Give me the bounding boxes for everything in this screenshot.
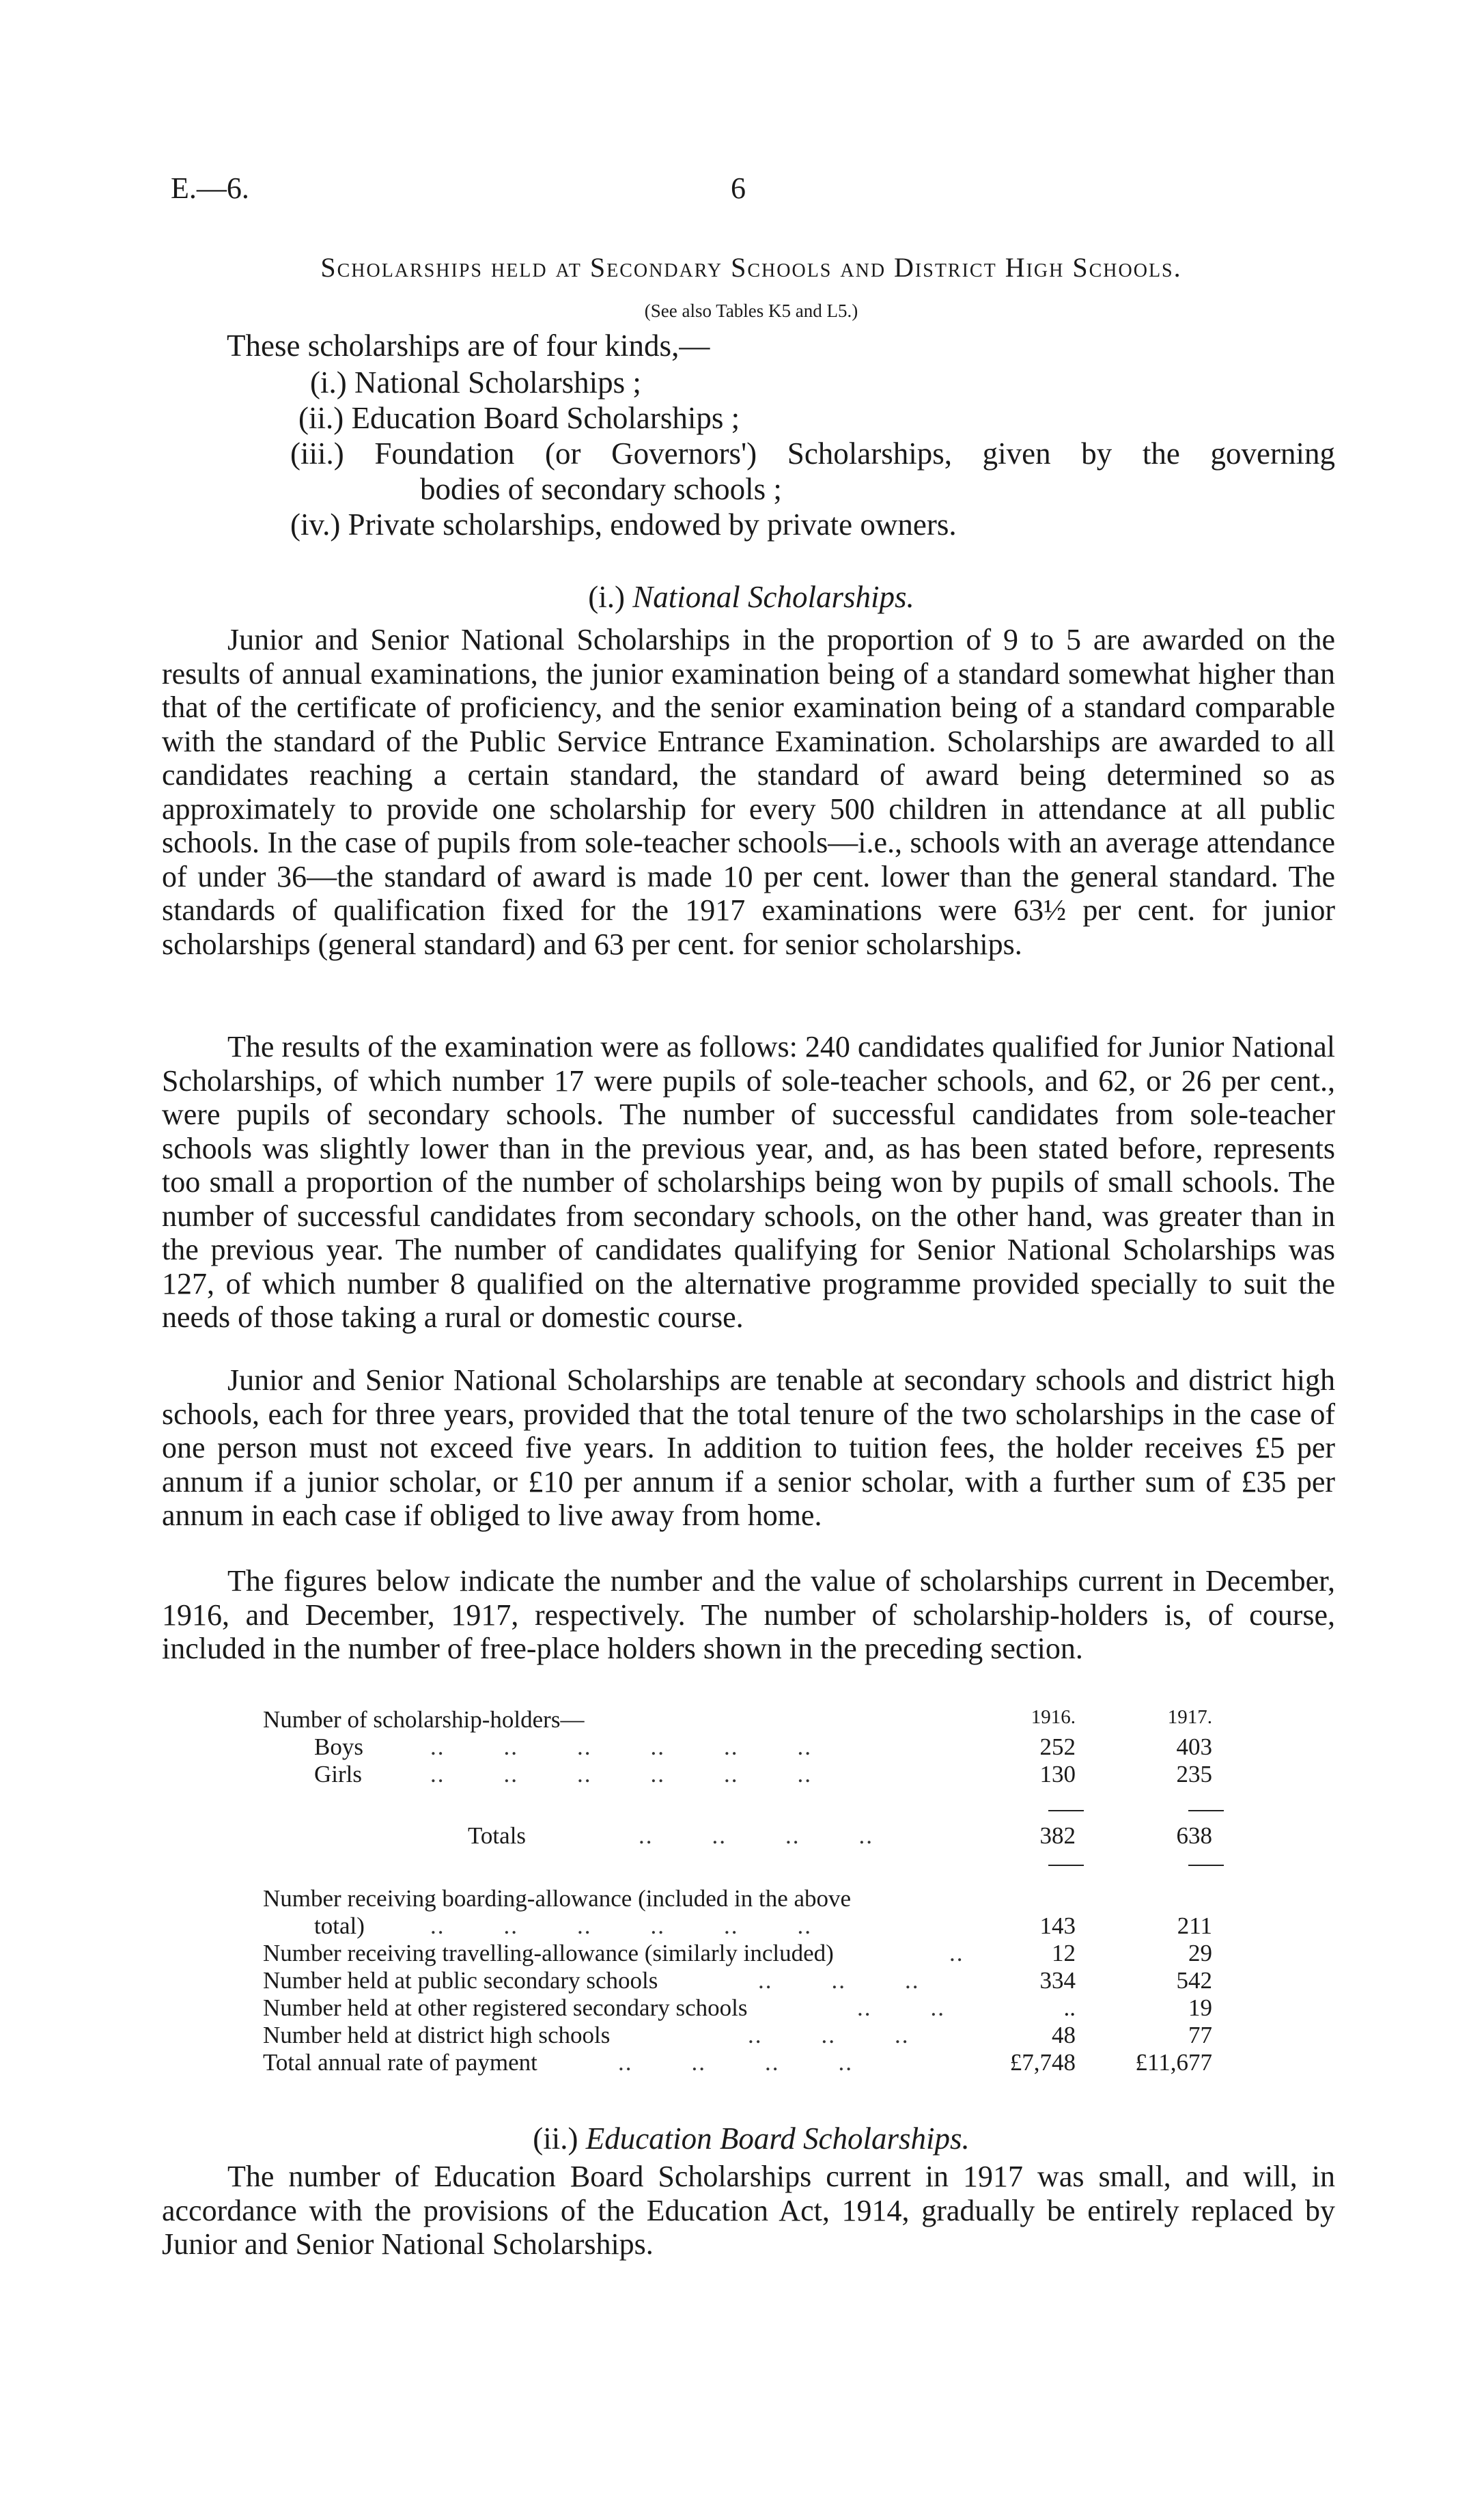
sum-rule <box>1188 1865 1224 1866</box>
section-number: (i.) <box>588 580 625 614</box>
table-row: Number held at public secondary schools .. .. .. 334 542 <box>263 1967 1212 1994</box>
section-heading-board <box>157 2121 1345 2156</box>
see-also-note: (See also Tables K5 and L5.) <box>644 301 858 321</box>
national-paragraph-1: Junior and Senior National Scholarships in the proportion of 9 to 5 are awarded on the results of annual examinations, the junior examination being of a standard somewhat higher than that of the certificate of proficiency, and the senior examination being of a standard comparable with the standard of the Public Service Entrance Examination. Scholarships are awarded to all candidates reaching a certain standard, the standard of award being determined so as approximately to provide one scholarship for every 500 children in attendance at all public schools. In the case of pupils from sole-teacher schools—i.e., schools with an average attendance of under 36—the standard of award is made 10 per cent. lower than the general standard. The standards of qualification fixed for the 1917 examinations were 63½ per cent. for junior scholarships (general standard) and 63 per cent. for senior scholarships. <box>162 623 1335 961</box>
board-paragraph: The number of Education Board Scholarships current in 1917 was small, and will, in accordance with the provisions of the Education Act, 1914, gradually be entirely replaced by Junior and Senior National Scholarships. <box>162 2160 1335 2261</box>
table-row: Number held at other registered secondary schools .. .. .. 19 <box>263 1994 1212 2021</box>
table-row: Boys .. .. .. .. .. .. 252 403 <box>314 1733 1212 1760</box>
national-paragraph-3: Junior and Senior National Scholarships are tenable at secondary schools and district high schools, each for three years, provided that the total tenure of the two scholarships in the case of one person must not exceed five years. In addition to tuition fees, the holder receives £5 per annum if a junior scholar, or £10 per annum if a senior scholar, with a further sum of £35 per annum in each case if obliged to live away from home. <box>162 1363 1335 1532</box>
sum-rule <box>1048 1810 1084 1811</box>
table-row: Girls .. .. .. .. .. .. 130 235 <box>314 1761 1212 1787</box>
column-header-1916: 1916. <box>1031 1706 1076 1728</box>
kind-item-board: (ii.) Education Board Scholarships ; <box>298 401 740 435</box>
kind-item-foundation: (iii.) Foundation (or Governors') Scholarships, given by the governing <box>290 436 1335 471</box>
table-row: Number receiving travelling-allowance (similarly included) .. 12 29 <box>263 1940 1212 1966</box>
section-title: Education Board Scholarships. <box>585 2121 970 2156</box>
column-header-1917: 1917. <box>1167 1706 1212 1728</box>
kind-item-private: (iv.) Private scholarships, endowed by private owners. <box>290 507 957 542</box>
national-paragraph-2: The results of the examination were as follows: 240 candidates qualified for Junior National Scholarships, of which number 17 were pupils of sole-teacher schools, and 62, or 26 per cent., were pupils of secondary schools. The number of successful candidates from sole-teacher schools was slightly lower than in the previous year, and, as has been stated before, represents too small a proportion of the number of scholarships being won by pupils of small schools. The number of successful candidates from secondary schools, on the other hand, was greater than in the previous year. The number of candidates qualifying for Senior National Scholarships was 127, of which number 8 qualified on the alternative programme provided specially to suit the needs of those taking a rural or domestic course. <box>162 1030 1335 1334</box>
table-heading: Number of scholarship-holders— <box>263 1706 585 1733</box>
section-title: National Scholarships. <box>632 580 914 614</box>
document-reference: E.—6. <box>171 171 249 205</box>
national-paragraph-4: The figures below indicate the number and the value of scholarships current in December, 1916, and December, 1917, respectively. The number of scholarship-holders is, of course, included in the number of free-place holders shown in the preceding section. <box>162 1564 1335 1665</box>
sum-rule <box>1188 1810 1224 1811</box>
intro-line: These scholarships are of four kinds,— <box>227 329 710 363</box>
kind-item-national: (i.) National Scholarships ; <box>310 365 641 400</box>
table-header-row <box>263 1706 1233 1733</box>
section-number: (ii.) <box>533 2121 578 2156</box>
section-heading-national <box>157 579 1345 615</box>
page-title: Scholarships held at Secondary Schools and District High Schools. <box>320 252 1182 283</box>
page-number: 6 <box>731 171 746 205</box>
sum-rule <box>1048 1865 1084 1866</box>
kind-item-foundation-cont: bodies of secondary schools ; <box>420 472 782 506</box>
table-row: Number held at district high schools .. .. .. 48 77 <box>263 2022 1212 2048</box>
table-row: total) .. .. .. .. .. .. 143 211 <box>314 1912 1212 1939</box>
table-row: Number receiving boarding-allowance (included in the above <box>263 1885 852 1912</box>
table-row-totals: Totals .. .. .. .. 382 638 <box>468 1822 1212 1849</box>
table-row: Total annual rate of payment .. .. .. .. £7,748 £11,677 <box>263 2049 1212 2076</box>
